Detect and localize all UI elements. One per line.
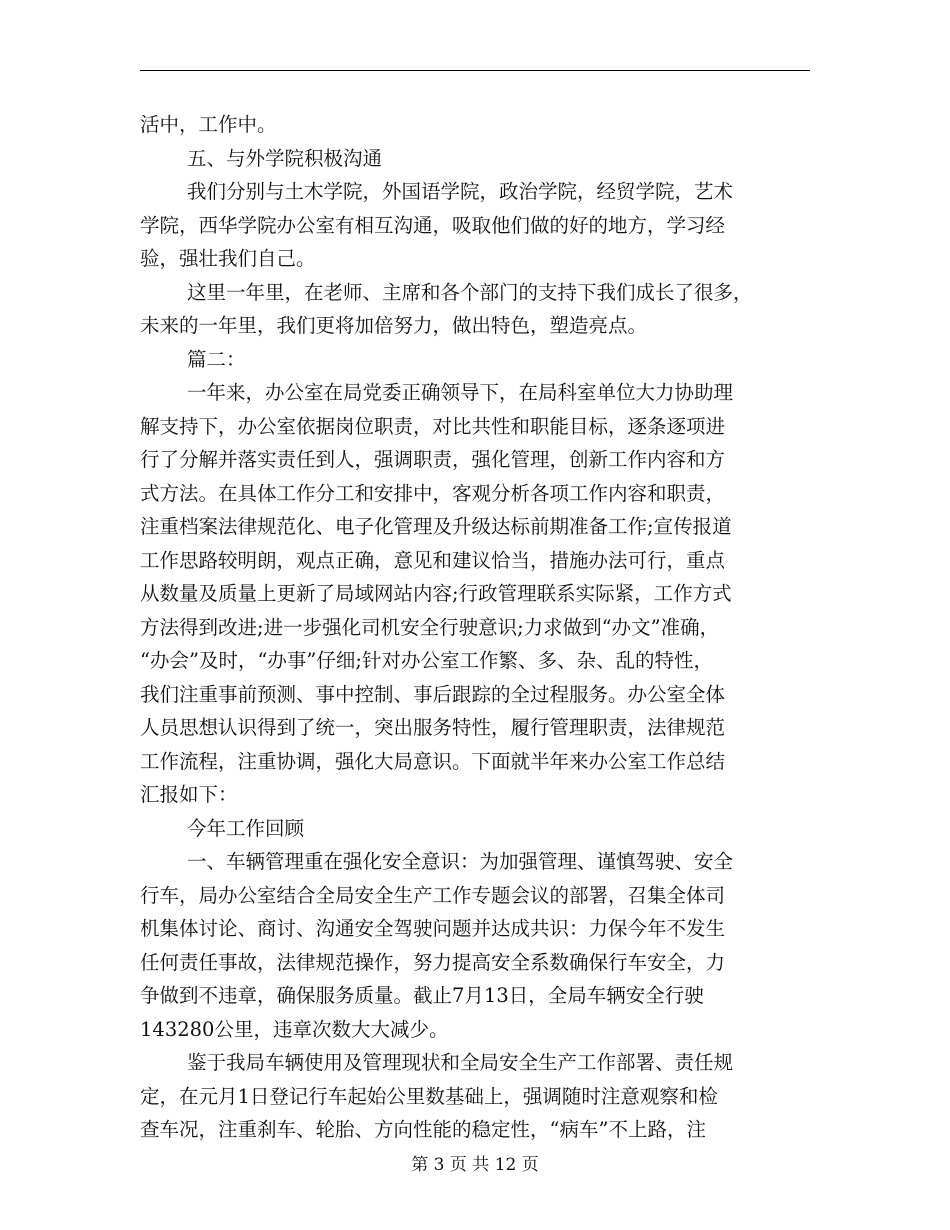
text-line: 式方法。在具体工作分工和安排中，客观分析各项工作内容和职责，	[140, 481, 726, 505]
text-line: 注重档案法律规范化、电子化管理及升级达标前期准备工作;宣传报道	[140, 515, 732, 538]
section-heading: 五、与外学院积极沟通	[187, 146, 383, 170]
text-line: 任何责任事故，法律规范操作，努力提高安全系数确保行车安全，力	[140, 950, 726, 974]
text-line: 行了分解并落实责任到人，强调职责，强化管理，创新工作内容和方	[140, 448, 726, 471]
text-line: “办会”及时，“办事”仔细;针对办公室工作繁、多、杂、乱的特性，	[140, 649, 713, 672]
text-line: 定，在元月1日登记行车起始公里数基础上，强调随时注意观察和检	[140, 1084, 718, 1108]
text-line: 汇报如下：	[140, 783, 238, 806]
text-line: 人员思想认识得到了统一，突出服务特性，履行管理职责，法律规范	[140, 716, 726, 739]
text-line: 鉴于我局车辆使用及管理现状和全局安全生产工作部署、责任规	[187, 1051, 734, 1074]
section-heading: 篇二：	[187, 347, 246, 371]
text-line: 我们注重事前预测、事中控制、事后跟踪的全过程服务。办公室全体	[140, 682, 726, 706]
text-line: 我们分别与土木学院，外国语学院，政治学院，经贸学院，艺术	[187, 180, 734, 203]
text-line: 活中，工作中。	[140, 113, 277, 136]
text-line: 从数量及质量上更新了局域网站内容;行政管理联系实际紧，工作方式	[140, 582, 732, 605]
text-line: 行车，局办公室结合全局安全生产工作专题会议的部署，召集全体司	[140, 883, 726, 907]
text-line: 争做到不违章，确保服务质量。截止7月13日，全局车辆安全行驶	[140, 984, 704, 1007]
text-line: 查车况，注重刹车、轮胎、方向性能的稳定性，“病车”不上路，注	[140, 1118, 706, 1141]
text-line: 未来的一年里，我们更将加倍努力，做出特色，塑造亮点。	[140, 314, 648, 337]
text-line: 一、车辆管理重在强化安全意识：为加强管理、谨慎驾驶、安全	[187, 850, 734, 873]
text-line: 验，强壮我们自己。	[140, 247, 316, 270]
text-line: 这里一年里，在老师、主席和各个部门的支持下我们成长了很多，	[187, 280, 753, 304]
text-line: 机集体讨论、商讨、沟通安全驾驶问题并达成共识：力保今年不发生	[140, 917, 726, 940]
text-line: 工作流程，注重协调，强化大局意识。下面就半年来办公室工作总结	[140, 749, 726, 773]
text-line: 一年来，办公室在局党委正确领导下，在局科室单位大力协助理	[187, 381, 734, 404]
document-body	[140, 108, 812, 1147]
text-line: 工作思路较明朗，观点正确，意见和建议恰当，措施办法可行，重点	[140, 548, 726, 572]
text-line: 方法得到改进;进一步强化司机安全行驶意识;力求做到“办文”准确，	[140, 615, 720, 639]
text-line: 143280公里，违章次数大大减少。	[140, 1017, 449, 1041]
text-line: 解支持下，办公室依据岗位职责，对比共性和职能目标，逐条逐项进	[140, 414, 726, 438]
page-number: 第 3 页 共 12 页	[411, 1155, 539, 1175]
text-line: 学院，西华学院办公室有相互沟通，吸取他们做的好的地方，学习经	[140, 213, 726, 237]
header-rule	[140, 70, 810, 71]
section-heading: 今年工作回顾	[187, 816, 305, 840]
